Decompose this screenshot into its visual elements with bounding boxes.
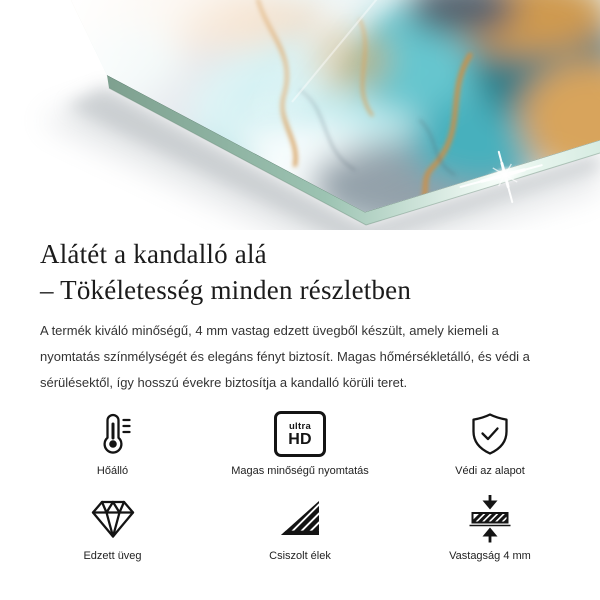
title-line-2: – Tökéletesség minden részletben: [40, 275, 412, 305]
diamond-icon: [90, 499, 136, 539]
product-description: A termék kiváló minőségű, 4 mm vastag edzett üvegből készült, amely kiemeli a nyomtatás színmélységét és elegáns fényt biztosít. Magas hőmérsékletálló, és védi a sérülésektől, így hosszú évekre biztosítja a kandalló körüli teret.: [40, 323, 530, 390]
feature-grid: [0, 396, 600, 578]
polished-edges-icon: [280, 500, 320, 538]
feature-polished-edges: [195, 493, 405, 578]
section-title: [40, 236, 560, 308]
feature-label: Edzett üveg: [83, 550, 142, 562]
shield-check-icon: [468, 411, 512, 457]
title-line-1: Alátét a kandalló alá: [40, 239, 267, 269]
glass-panel-illustration: [0, 0, 600, 230]
product-image: [0, 0, 600, 230]
feature-print-quality: [195, 408, 405, 493]
description-section: [0, 230, 600, 396]
feature-label: Védi az alapot: [455, 465, 525, 477]
feature-label: Csiszolt élek: [269, 550, 331, 562]
feature-thickness: [405, 493, 575, 578]
feature-label: Vastagság 4 mm: [449, 550, 531, 562]
feature-tempered-glass: [30, 493, 195, 578]
feature-heat-resistant: [30, 408, 195, 493]
feature-label: Hőálló: [96, 465, 129, 477]
feature-label: Magas minőségű nyomtatás: [231, 465, 369, 477]
feature-protects-base: [405, 408, 575, 493]
thickness-icon: [468, 495, 512, 543]
thermometer-icon: [95, 411, 131, 457]
ultra-hd-icon: ultra HD: [274, 411, 326, 457]
